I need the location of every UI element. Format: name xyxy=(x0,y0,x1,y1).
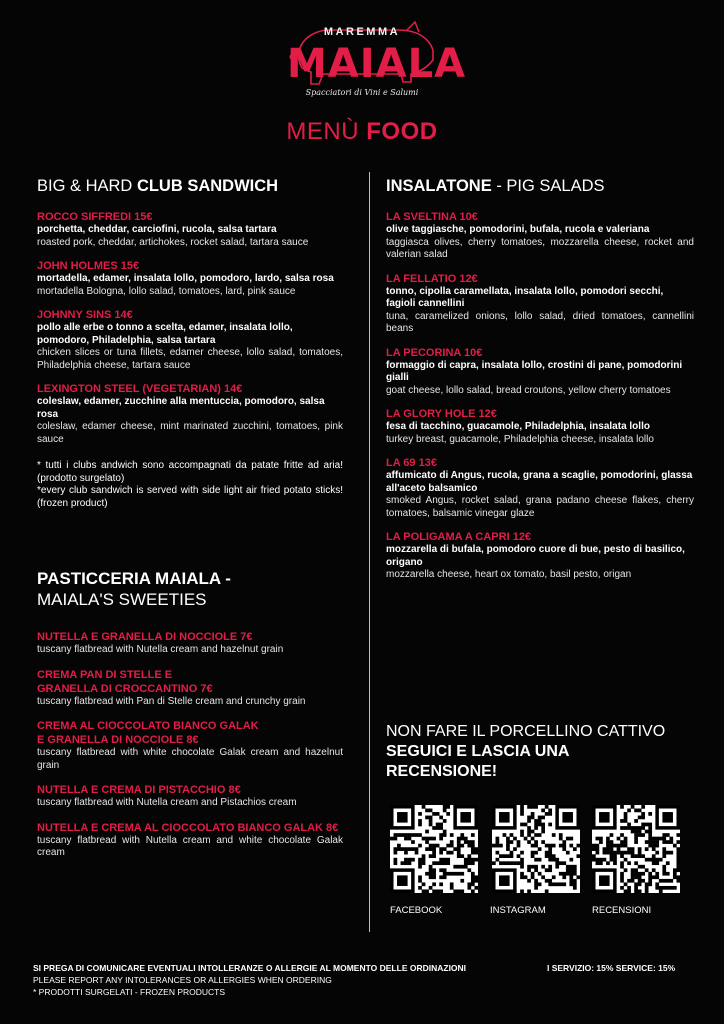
section-title xyxy=(37,568,343,610)
menu-item-name: NUTELLA E CREMA DI PISTACCHIO 8€ xyxy=(37,784,241,796)
section-title-normal: BIG & HARD xyxy=(37,177,137,195)
menu-item-name: LA SVELTINA 10€ xyxy=(386,211,478,223)
menu-item xyxy=(37,783,343,810)
section-title-normal: - PIG SALADS xyxy=(491,177,605,195)
menu-item-english: tuscany flatbread with Nutella cream and hazelnut grain xyxy=(37,644,284,655)
sweets-section xyxy=(37,568,343,871)
social-line1: NON FARE IL PORCELLINO CATTIVO xyxy=(386,723,666,740)
salads-section xyxy=(386,176,694,592)
brand-logo xyxy=(287,20,467,102)
menu-item xyxy=(37,308,343,372)
social-section xyxy=(386,722,696,782)
menu-item-name: CREMA AL CIOCCOLATO BIANCO GALAK E GRANELLA DI NOCCIOLE 8€ xyxy=(37,720,259,746)
allergy-notice-it: SI PREGA DI COMUNICARE EVENTUALI INTOLLERANZE O ALLERGIE AL MOMENTO DELLE ORDINAZIONI xyxy=(33,963,467,973)
menu-item-name: LA GLORY HOLE 12€ xyxy=(386,408,497,420)
menu-item xyxy=(37,210,343,249)
column-divider xyxy=(369,172,370,932)
menu-item xyxy=(386,456,694,520)
menu-item-english: roasted pork, cheddar, artichokes, rocket salad, tartara sauce xyxy=(37,236,309,248)
menu-item-english: mozzarella cheese, heart ox tomato, basil pesto, origan xyxy=(386,569,632,580)
qr-codes xyxy=(386,805,696,915)
reviews-qr-code[interactable] xyxy=(592,805,680,893)
menu-item-english: mortadella Bologna, lollo salad, tomatoes, lard, pink sauce xyxy=(37,285,296,297)
service-charge: I SERVIZIO: 15% SERVICE: 15% xyxy=(547,963,676,973)
facebook-qr-code[interactable] xyxy=(390,805,478,893)
menu-item-name: LA 69 13€ xyxy=(386,457,437,469)
instagram-label: INSTAGRAM xyxy=(490,905,546,916)
menu-item-english: taggiasca olives, cherry tomatoes, mozzarella cheese, rocket and valerian salad xyxy=(386,236,694,260)
menu-item-english: tuna, caramelized onions, lollo salad, dried tomatoes, cannellini beans xyxy=(386,310,694,334)
menu-item-name: NUTELLA E GRANELLA DI NOCCIOLE 7€ xyxy=(37,631,253,643)
section-title-bold: CLUB SANDWICH xyxy=(136,177,279,195)
menu-item xyxy=(386,407,694,446)
menu-item-italian: formaggio di capra, insalata lollo, crostini di pane, pomodorini gialli xyxy=(386,359,683,383)
menu-item-english: turkey breast, guacamole, Philadelphia cheese, insalata lollo xyxy=(386,433,654,445)
menu-item-name: LA PECORINA 10€ xyxy=(386,346,483,359)
menu-item-italian: tonno, cipolla caramellata, insalata lollo, pomodori secchi, fagioli cannellini xyxy=(386,285,664,309)
menu-item-english: tuscany flatbread with Nutella cream and Pistachios cream xyxy=(37,797,297,808)
section-title xyxy=(386,176,694,196)
menu-item xyxy=(37,821,343,860)
section-title-bold: INSALATONE xyxy=(386,177,492,195)
menu-item xyxy=(386,530,694,582)
menu-item xyxy=(37,719,343,772)
menu-item xyxy=(37,668,343,709)
menu-item-english: smoked Angus, rocket salad, grana padano cheese flakes, cherry tomatoes, balsamic vinegar glaze xyxy=(386,495,694,519)
menu-item-english: tuscany flatbread with Nutella cream and white chocolate Galak cream xyxy=(37,834,343,858)
facebook-label: FACEBOOK xyxy=(390,905,443,916)
logo-tagline: Spacciatori di Vini e Salumi xyxy=(305,88,419,97)
fries-note-en: *every club sandwich is served with side light air fried potato sticks! (frozen product) xyxy=(37,485,343,509)
logo-top-text: MAREMMA xyxy=(323,26,401,38)
menu-item-name: LA FELLATIO 12€ xyxy=(386,272,478,285)
menu-item-english: chicken slices or tuna fillets, edamer cheese, lollo salad, tomatoes, Philadelphia cheese, tartara sauce xyxy=(37,347,343,371)
menu-item xyxy=(37,259,343,298)
menu-item xyxy=(386,210,694,262)
menu-item-english: tuscany flatbread with Pan di Stelle cream and crunchy grain xyxy=(37,695,306,707)
menu-item xyxy=(386,272,694,336)
menu-item-italian: mortadella, edamer, insalata lollo, pomodoro, lardo, salsa rosa xyxy=(37,273,334,284)
menu-item-italian: porchetta, cheddar, carciofini, rucola, salsa tartara xyxy=(37,224,277,235)
menu-item-name: LEXINGTON STEEL (VEGETARIAN) 14€ xyxy=(37,383,243,395)
social-line2: SEGUICI E LASCIA UNA xyxy=(386,743,570,760)
menu-item-name: CREMA PAN DI STELLE E GRANELLA DI CROCCANTINO 7€ xyxy=(37,668,213,695)
logo-main-text: MAIALA xyxy=(287,41,467,87)
social-line3: RECENSIONE! xyxy=(386,763,498,780)
menu-item-name: JOHN HOLMES 15€ xyxy=(37,260,140,272)
menu-item-italian: coleslaw, edamer, zucchine alla mentuccia, pomodoro, salsa rosa xyxy=(37,396,325,420)
page-title-bold: FOOD xyxy=(366,118,438,145)
menu-item-name: ROCCO SIFFREDI 15€ xyxy=(37,211,153,223)
menu-item-italian: affumicato di Angus, rucola, grana a scaglie, pomodorini, glassa all'aceto balsamico xyxy=(386,470,693,494)
menu-item-italian: fesa di tacchino, guacamole, Philadelphia, insalata lollo xyxy=(386,421,650,432)
menu-item-english: goat cheese, lollo salad, bread croutons, yellow cherry tomatoes xyxy=(386,384,671,396)
menu-item-italian: mozzarella di bufala, pomodoro cuore di bue, pesto di basilico, origano xyxy=(386,544,685,568)
menu-item xyxy=(37,630,343,657)
sweets-title-line2: MAIALA'S SWEETIES xyxy=(37,590,207,609)
menu-item-italian: olive taggiasche, pomodorini, bufala, rucola e valeriana xyxy=(386,224,650,235)
instagram-qr-code[interactable] xyxy=(492,805,580,893)
allergy-notice-en: PLEASE REPORT ANY INTOLERANCES OR ALLERGIES WHEN ORDERING xyxy=(33,975,332,985)
menu-item-name: LA POLIGAMA A CAPRI 12€ xyxy=(386,531,532,543)
menu-item xyxy=(386,346,694,398)
section-title xyxy=(37,176,343,196)
reviews-label: RECENSIONI xyxy=(592,905,652,916)
menu-item xyxy=(37,382,343,446)
menu-item-italian: pollo alle erbe o tonno a scelta, edamer, insalata lollo, pomodoro, Philadelphia, salsa tartara xyxy=(37,322,293,346)
menu-item-english: tuscany flatbread with white chocolate Galak cream and hazelnut grain xyxy=(37,747,343,771)
menu-item-english: coleslaw, edamer cheese, mint marinated zucchini, tomatoes, pink sauce xyxy=(37,421,343,445)
page-title xyxy=(0,118,724,146)
sweets-title-line1: PASTICCERIA MAIALA - xyxy=(37,569,231,588)
menu-item-name: NUTELLA E CREMA AL CIOCCOLATO BIANCO GALAK 8€ xyxy=(37,821,339,834)
page-title-normal: MENÙ xyxy=(286,118,367,145)
menu-item-name: JOHNNY SINS 14€ xyxy=(37,309,133,321)
fries-note-it: * tutti i clubs andwich sono accompagnati da patate fritte ad aria! (prodotto surgelato) xyxy=(37,460,343,484)
club-sandwich-section xyxy=(37,176,343,510)
frozen-notice: * PRODOTTI SURGELATI - FROZEN PRODUCTS xyxy=(33,987,226,997)
